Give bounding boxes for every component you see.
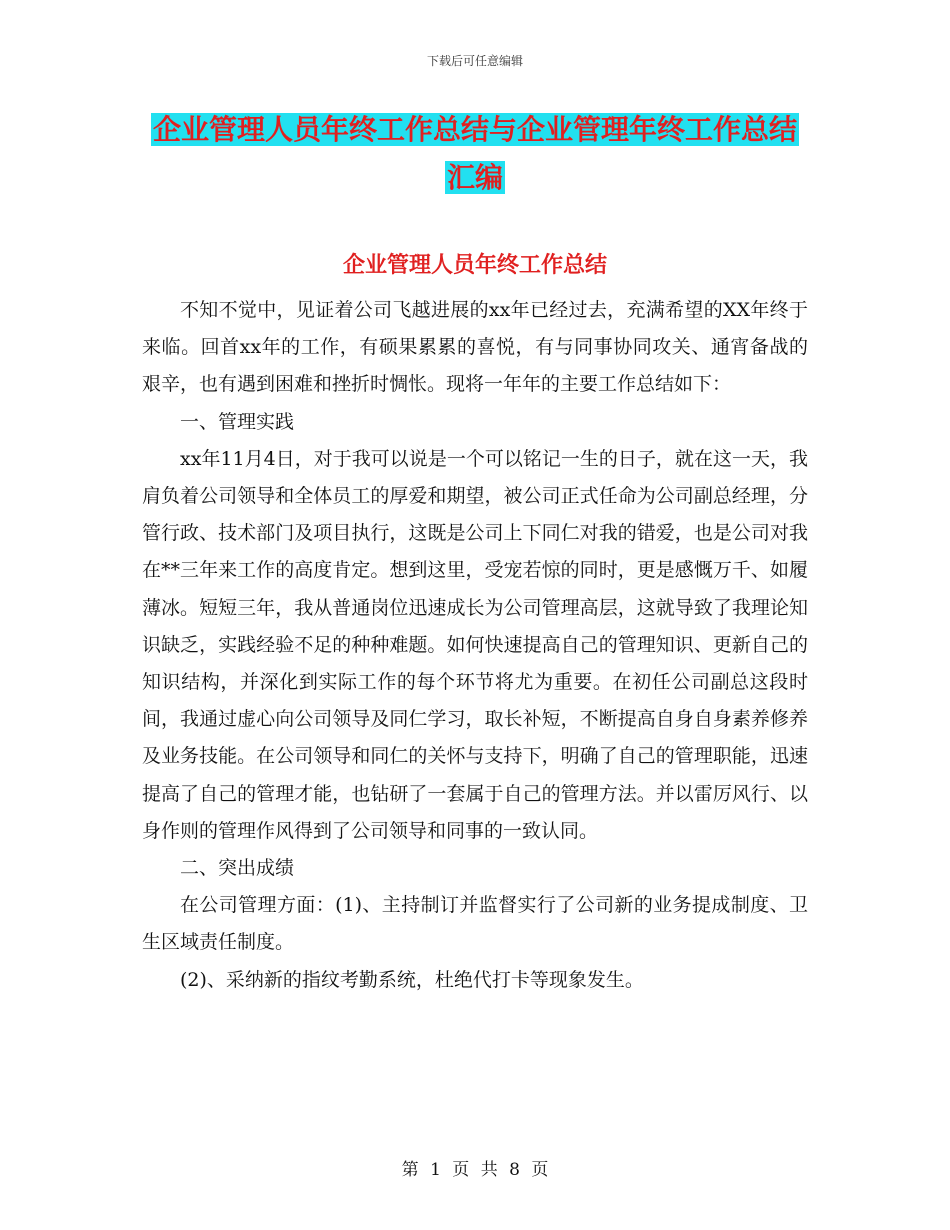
document-title-line2: 汇编 xyxy=(446,161,503,194)
header-note: 下载后可任意编辑 xyxy=(426,54,523,68)
paragraph-achievements-1: 在公司管理方面：(1)、主持制订并监督实行了公司新的业务提成制度、卫生区域责任制度。 xyxy=(142,894,808,954)
heading-management-practice: 一、管理实践 xyxy=(180,410,295,433)
document-title xyxy=(140,106,810,202)
heading-achievements: 二、突出成绩 xyxy=(180,857,295,880)
paragraph-achievements-2: (2)、采纳新的指纹考勤系统，杜绝代打卡等现象发生。 xyxy=(180,968,644,991)
page-footer: 第 1 页 共 8 页 xyxy=(401,1160,549,1180)
paragraph-management-practice: xx年11月4日，对于我可以说是一个可以铭记一生的日子，就在这一天，我肩负着公司领导和全体员工的厚爱和期望，被公司正式任命为公司副总经理，分管行政、技术部门及项目执行，这既是公司上下同仁对我的错爱，也是公司对我在**三年来工作的高度肯定。想到这里，受宠若惊的同时，更是感慨万千、如履薄冰。短短三年，我从普通岗位迅速成长为公司管理高层，这就导致了我理论知识缺乏，实践经验不足的种种难题。如何快速提高自己的管理知识、更新自己的知识结构，并深化到实际工作的每个环节将尤为重要。在初任公司副总这段时间，我通过虚心向公司领导及同仁学习，取长补短，不断提高自身自身素养修养及业务技能。在公司领导和同仁的关怀与支持下，明确了自己的管理职能，迅速提高了自己的管理才能，也钻研了一套属于自己的管理方法。并以雷厉风行、以身作则的管理作风得到了公司领导和同事的一致认同。 xyxy=(142,447,808,842)
body-text xyxy=(142,292,808,999)
document-title-line1: 企业管理人员年终工作总结与企业管理年终工作总结 xyxy=(152,113,797,146)
paragraph-intro: 不知不觉中，见证着公司飞越进展的xx年已经过去，充满希望的XX年终于来临。回首xx年的工作，有硕果累累的喜悦，有与同事协同攻关、通宵备战的艰辛，也有遇到困难和挫折时惆怅。现将一年年的主要工作总结如下： xyxy=(142,299,808,396)
section-title: 企业管理人员年终工作总结 xyxy=(342,253,607,278)
